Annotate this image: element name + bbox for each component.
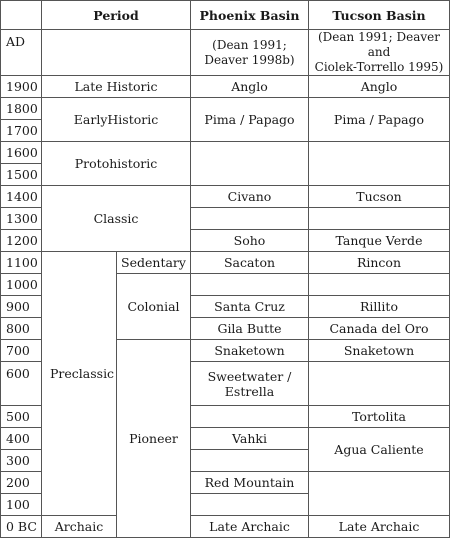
phoenix-phase: Civano <box>191 186 309 208</box>
tucson-phase: Tanque Verde <box>309 230 450 252</box>
tucson-phase: Agua Caliente <box>309 428 450 472</box>
subperiod-sedentary: Sedentary <box>117 252 191 274</box>
date-cell: 1600 <box>1 142 42 164</box>
date-cell: 1100 <box>1 252 42 274</box>
date-cell: 1400 <box>1 186 42 208</box>
tucson-source-line: (Dean 1991; Deaver and <box>318 30 440 59</box>
phoenix-phase: Gila Butte <box>191 318 309 340</box>
phoenix-phase <box>191 362 309 406</box>
phoenix-source-line: Deaver 1998b) <box>204 52 295 67</box>
phoenix-phase: Red Mountain <box>191 472 309 494</box>
table-row <box>1 30 450 76</box>
tucson-source-line: Ciolek-Torrello 1995) <box>314 60 444 74</box>
table-row <box>1 362 450 406</box>
date-cell: 1700 <box>1 120 42 142</box>
phoenix-phase: Santa Cruz <box>191 296 309 318</box>
date-cell: 0 BC <box>1 516 42 538</box>
date-cell: 1900 <box>1 76 42 98</box>
period-early-historic: EarlyHistoric <box>42 98 191 142</box>
phoenix-phase: Soho <box>191 230 309 252</box>
date-cell: 800 <box>1 318 42 340</box>
tucson-empty-cell <box>309 362 450 406</box>
subperiod-archaic: Archaic <box>42 516 117 538</box>
date-cell: 600 <box>1 362 42 406</box>
table-row <box>1 76 450 98</box>
phoenix-phase: Late Archaic <box>191 516 309 538</box>
phoenix-phase-line: Sweetwater / <box>207 368 292 384</box>
table-row <box>1 98 450 120</box>
period-classic: Classic <box>42 186 191 252</box>
period-cell-empty <box>42 30 191 76</box>
header-tucson-basin: Tucson Basin <box>309 1 450 30</box>
tucson-phase: Anglo <box>309 76 450 98</box>
subperiod-colonial: Colonial <box>117 274 191 340</box>
header-date <box>1 1 42 30</box>
phoenix-phase: Anglo <box>191 76 309 98</box>
header-period: Period <box>42 1 191 30</box>
phoenix-empty-cell <box>191 406 309 428</box>
table-row <box>1 252 450 274</box>
date-cell: 700 <box>1 340 42 362</box>
date-cell: 1000 <box>1 274 42 296</box>
phoenix-empty-cell <box>191 494 309 516</box>
date-cell: 900 <box>1 296 42 318</box>
table-row <box>1 186 450 208</box>
date-cell: 400 <box>1 428 42 450</box>
tucson-empty-cell <box>309 274 450 296</box>
phoenix-phase: Sacaton <box>191 252 309 274</box>
table-row <box>1 142 450 164</box>
date-cell: 200 <box>1 472 42 494</box>
date-cell: 1500 <box>1 164 42 186</box>
subperiod-pioneer: Pioneer <box>117 340 191 538</box>
tucson-phase: Snaketown <box>309 340 450 362</box>
phoenix-phase: Snaketown <box>191 340 309 362</box>
tucson-phase: Tucson <box>309 186 450 208</box>
header-phoenix-basin: Phoenix Basin <box>191 1 309 30</box>
phoenix-empty-cell <box>191 208 309 230</box>
date-cell: AD <box>1 30 42 76</box>
date-cell: 1300 <box>1 208 42 230</box>
period-late-historic: Late Historic <box>42 76 191 98</box>
tucson-empty-cell <box>309 208 450 230</box>
tucson-phase: Canada del Oro <box>309 318 450 340</box>
phoenix-empty-cell <box>191 450 309 472</box>
tucson-phase: Rillito <box>309 296 450 318</box>
phoenix-empty-cell <box>191 274 309 296</box>
phoenix-phase-line: Estrella <box>224 383 275 399</box>
date-cell: 100 <box>1 494 42 516</box>
date-cell: 500 <box>1 406 42 428</box>
tucson-phase: Rincon <box>309 252 450 274</box>
tucson-phase: Tortolita <box>309 406 450 428</box>
tucson-phase: Late Archaic <box>309 516 450 538</box>
tucson-phase: Pima / Papago <box>309 98 450 142</box>
period-protohistoric: Protohistoric <box>42 142 191 186</box>
date-cell: 300 <box>1 450 42 472</box>
phoenix-phase: Vahki <box>191 428 309 450</box>
tucson-empty-cell <box>309 142 450 186</box>
phoenix-empty-cell <box>191 142 309 186</box>
phoenix-source-note <box>191 30 309 76</box>
period-preclassic: Preclassic <box>42 362 117 516</box>
phoenix-phase: Pima / Papago <box>191 98 309 142</box>
period-preclassic-upper <box>42 252 117 362</box>
phoenix-source-line: (Dean 1991; <box>212 37 287 52</box>
date-cell: 1200 <box>1 230 42 252</box>
table-row <box>1 516 450 538</box>
tucson-empty-cell <box>309 472 450 516</box>
header-row <box>1 1 450 30</box>
tucson-source-note <box>309 30 450 76</box>
date-cell: 1800 <box>1 98 42 120</box>
